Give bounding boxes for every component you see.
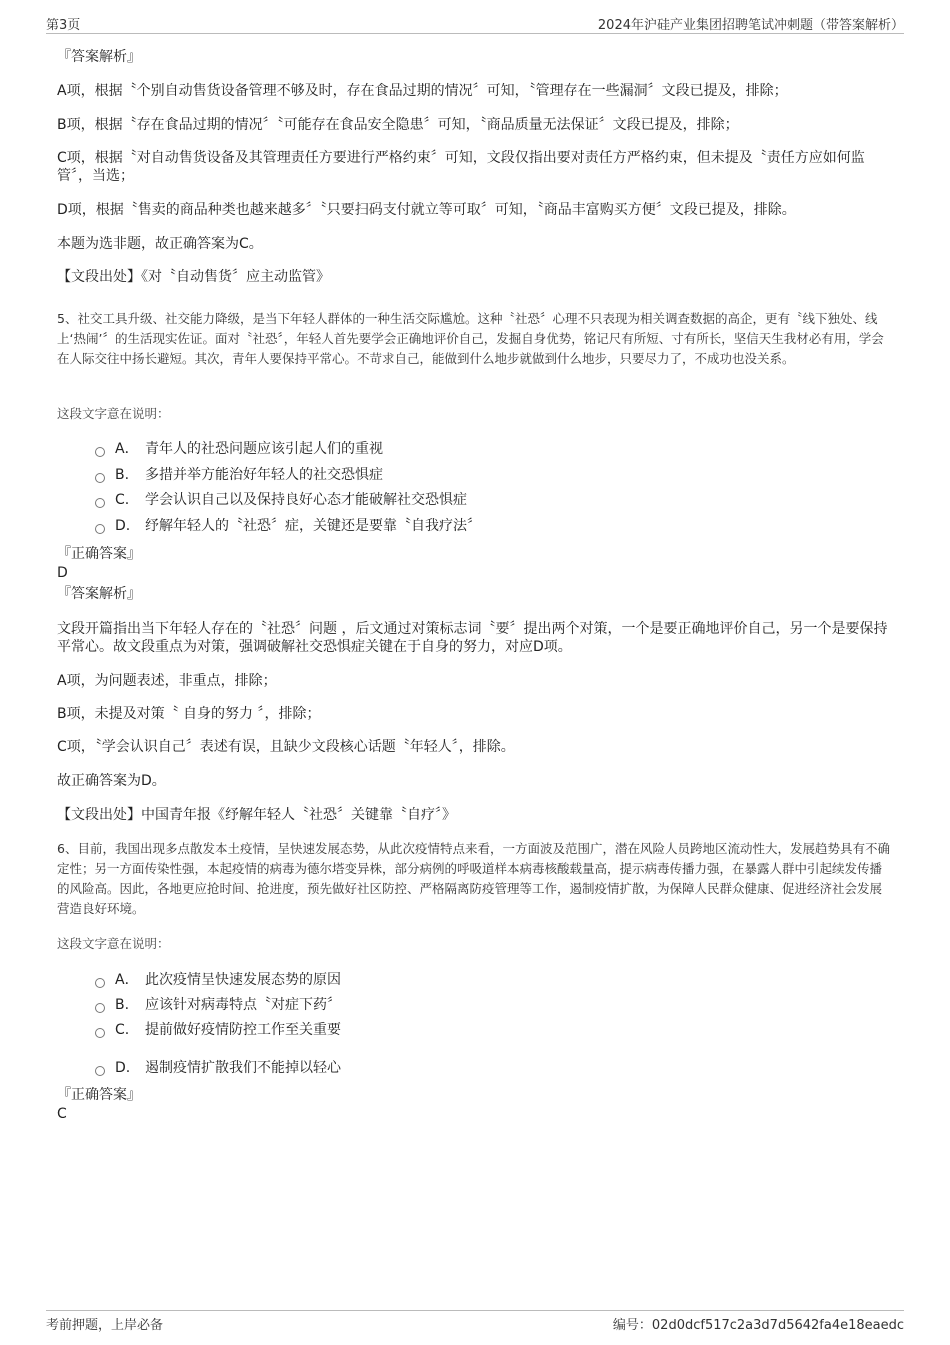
radio-icon[interactable] bbox=[95, 473, 105, 483]
q5-conclusion: 故正确答案为D。 bbox=[57, 773, 166, 789]
q5-source: 【文段出处】中国青年报《纾解年轻人〝社恐〞关键靠〝自疗〞》 bbox=[57, 807, 456, 823]
footer-slogan: 考前押题，上岸必备 bbox=[46, 1318, 164, 1333]
option-text: 提前做好疫情防控工作至关重要 bbox=[145, 1022, 341, 1038]
option-letter: D. bbox=[115, 518, 131, 534]
q5-analysis-c: C项，〝学会认识自己〞表述有误，且缺少文段核心话题〝年轻人〞，排除。 bbox=[57, 739, 515, 755]
q5-answer: D bbox=[57, 565, 68, 581]
prev-analysis-a: A项，根据〝个别自动售货设备管理不够及时，存在食品过期的情况〞可知，〝管理存在一些漏洞〞文段已提及，排除； bbox=[57, 83, 788, 99]
page-header bbox=[46, 14, 904, 32]
header-divider bbox=[46, 33, 904, 34]
q5-option-d[interactable] bbox=[95, 516, 481, 536]
document-title: 2024年沪硅产业集团招聘笔试冲刺题（带答案解析） bbox=[597, 18, 904, 33]
option-letter: A． bbox=[115, 441, 139, 457]
option-letter: B. bbox=[115, 997, 130, 1013]
document-id: 编号：02d0dcf517c2a3d7d5642fa4e18eaedc bbox=[612, 1318, 904, 1333]
q6-answer: C bbox=[57, 1106, 67, 1122]
q6-text: 6、目前，我国出现多点散发本土疫情，呈快速发展态势，从此次疫情特点来看，一方面波及范围广，潜在风险人员跨地区流动性大，发展趋势具有不确定性；另一方面传染性强，本起疫情的病毒为德尔塔变异株，部分病例的呼吸道样本病毒核酸载量高，提示病毒传播力强，在暴露人群中引起续发传播的风险高。因此，各地更应抢时间、抢进度，预先做好社区防控、严格隔离防疫管理等工作，遏制疫情扩散，为保障人民群众健康、促进经济社会发展营造良好环境。 bbox=[57, 841, 890, 916]
q5-analysis-label: 『答案解析』 bbox=[57, 586, 141, 602]
radio-icon[interactable] bbox=[95, 498, 105, 508]
q5-option-a[interactable] bbox=[95, 439, 383, 459]
radio-icon[interactable] bbox=[95, 1066, 105, 1076]
option-letter: D. bbox=[115, 1060, 131, 1076]
q6-answer-label: 『正确答案』 bbox=[57, 1087, 141, 1103]
page-footer bbox=[46, 1314, 904, 1332]
q6-option-a[interactable] bbox=[95, 970, 341, 990]
q6-option-b[interactable] bbox=[95, 995, 341, 1015]
option-text: 此次疫情呈快速发展态势的原因 bbox=[145, 972, 341, 988]
option-letter: C. bbox=[115, 1022, 130, 1038]
prev-analysis-b: B项，根据〝存在食品过期的情况〞〝可能存在食品安全隐患〞可知，〝商品质量无法保证〞文段已提及，排除； bbox=[57, 117, 739, 133]
prev-analysis-c: C项，根据〝对自动售货设备及其管理责任方要进行严格约束〞可知，文段仅指出要对责任方严格约束，但未提及〝责任方应如何监管〞，当选； bbox=[57, 150, 865, 184]
radio-icon[interactable] bbox=[95, 1028, 105, 1038]
radio-icon[interactable] bbox=[95, 1003, 105, 1013]
option-text: 应该针对病毒特点〝对症下药〞 bbox=[145, 997, 341, 1013]
radio-icon[interactable] bbox=[95, 524, 105, 534]
q6-prompt: 这段文字意在说明： bbox=[57, 936, 170, 951]
q5-option-c[interactable] bbox=[95, 490, 467, 510]
page-number: 第3页 bbox=[46, 18, 81, 33]
q5-answer-label: 『正确答案』 bbox=[57, 546, 141, 562]
option-text: 多措并举方能治好年轻人的社交恐惧症 bbox=[145, 467, 383, 483]
q5-text: 5、社交工具升级、社交能力降级，是当下年轻人群体的一种生活交际尴尬。这种〝社恐〞心理不只表现为相关调查数据的高企，更有〝线下独处、线上‘热闹’〞的生活现实佐证。面对〝社恐〞，年轻人首先要学会正确地评价自己，发掘自身优势，铭记尺有所短、寸有所长，坚信天生我材必有用，学会在人际交往中扬长避短。其次，青年人要保持平常心。不苛求自己，能做到什么地步就做到什么地步，只要尽力了，不成功也没关系。 bbox=[57, 311, 884, 366]
prev-conclusion: 本题为选非题，故正确答案为C。 bbox=[57, 236, 263, 252]
option-text: 学会认识自己以及保持良好心态才能破解社交恐惧症 bbox=[145, 492, 467, 508]
q6-option-d[interactable] bbox=[95, 1058, 341, 1078]
q5-analysis-b: B项，未提及对策〝 自身的努力 〞，排除； bbox=[57, 706, 321, 722]
prev-analysis-label: 『答案解析』 bbox=[57, 49, 141, 65]
radio-icon[interactable] bbox=[95, 978, 105, 988]
option-letter: C. bbox=[115, 492, 130, 508]
prev-source: 【文段出处】《对〝自动售货〞应主动监管》 bbox=[57, 269, 330, 285]
prev-analysis-d: D项，根据〝售卖的商品种类也越来越多〞〝只要扫码支付就立等可取〞可知，〝商品丰富购买方便〞文段已提及，排除。 bbox=[57, 202, 796, 218]
footer-divider bbox=[46, 1310, 904, 1311]
q5-analysis: 文段开篇指出当下年轻人存在的〝社恐〞问题 ，后文通过对策标志词〝要〞提出两个对策，一个是要正确地评价自己，另一个是要保持平常心。故文段重点为对策，强调破解社交恐惧症关键在于自身的努力，对应D项。 bbox=[57, 621, 888, 655]
q5-analysis-a: A项，为问题表述，非重点，排除； bbox=[57, 673, 277, 689]
option-letter: A． bbox=[115, 972, 139, 988]
option-text: 遏制疫情扩散我们不能掉以轻心 bbox=[145, 1060, 341, 1076]
option-text: 纾解年轻人的〝社恐〞症，关键还是要靠〝自我疗法〞 bbox=[145, 518, 481, 534]
q5-prompt: 这段文字意在说明： bbox=[57, 406, 170, 421]
option-text: 青年人的社恐问题应该引起人们的重视 bbox=[145, 441, 383, 457]
q6-option-c[interactable] bbox=[95, 1020, 341, 1040]
radio-icon[interactable] bbox=[95, 447, 105, 457]
option-letter: B. bbox=[115, 467, 130, 483]
q5-option-b[interactable] bbox=[95, 465, 383, 485]
